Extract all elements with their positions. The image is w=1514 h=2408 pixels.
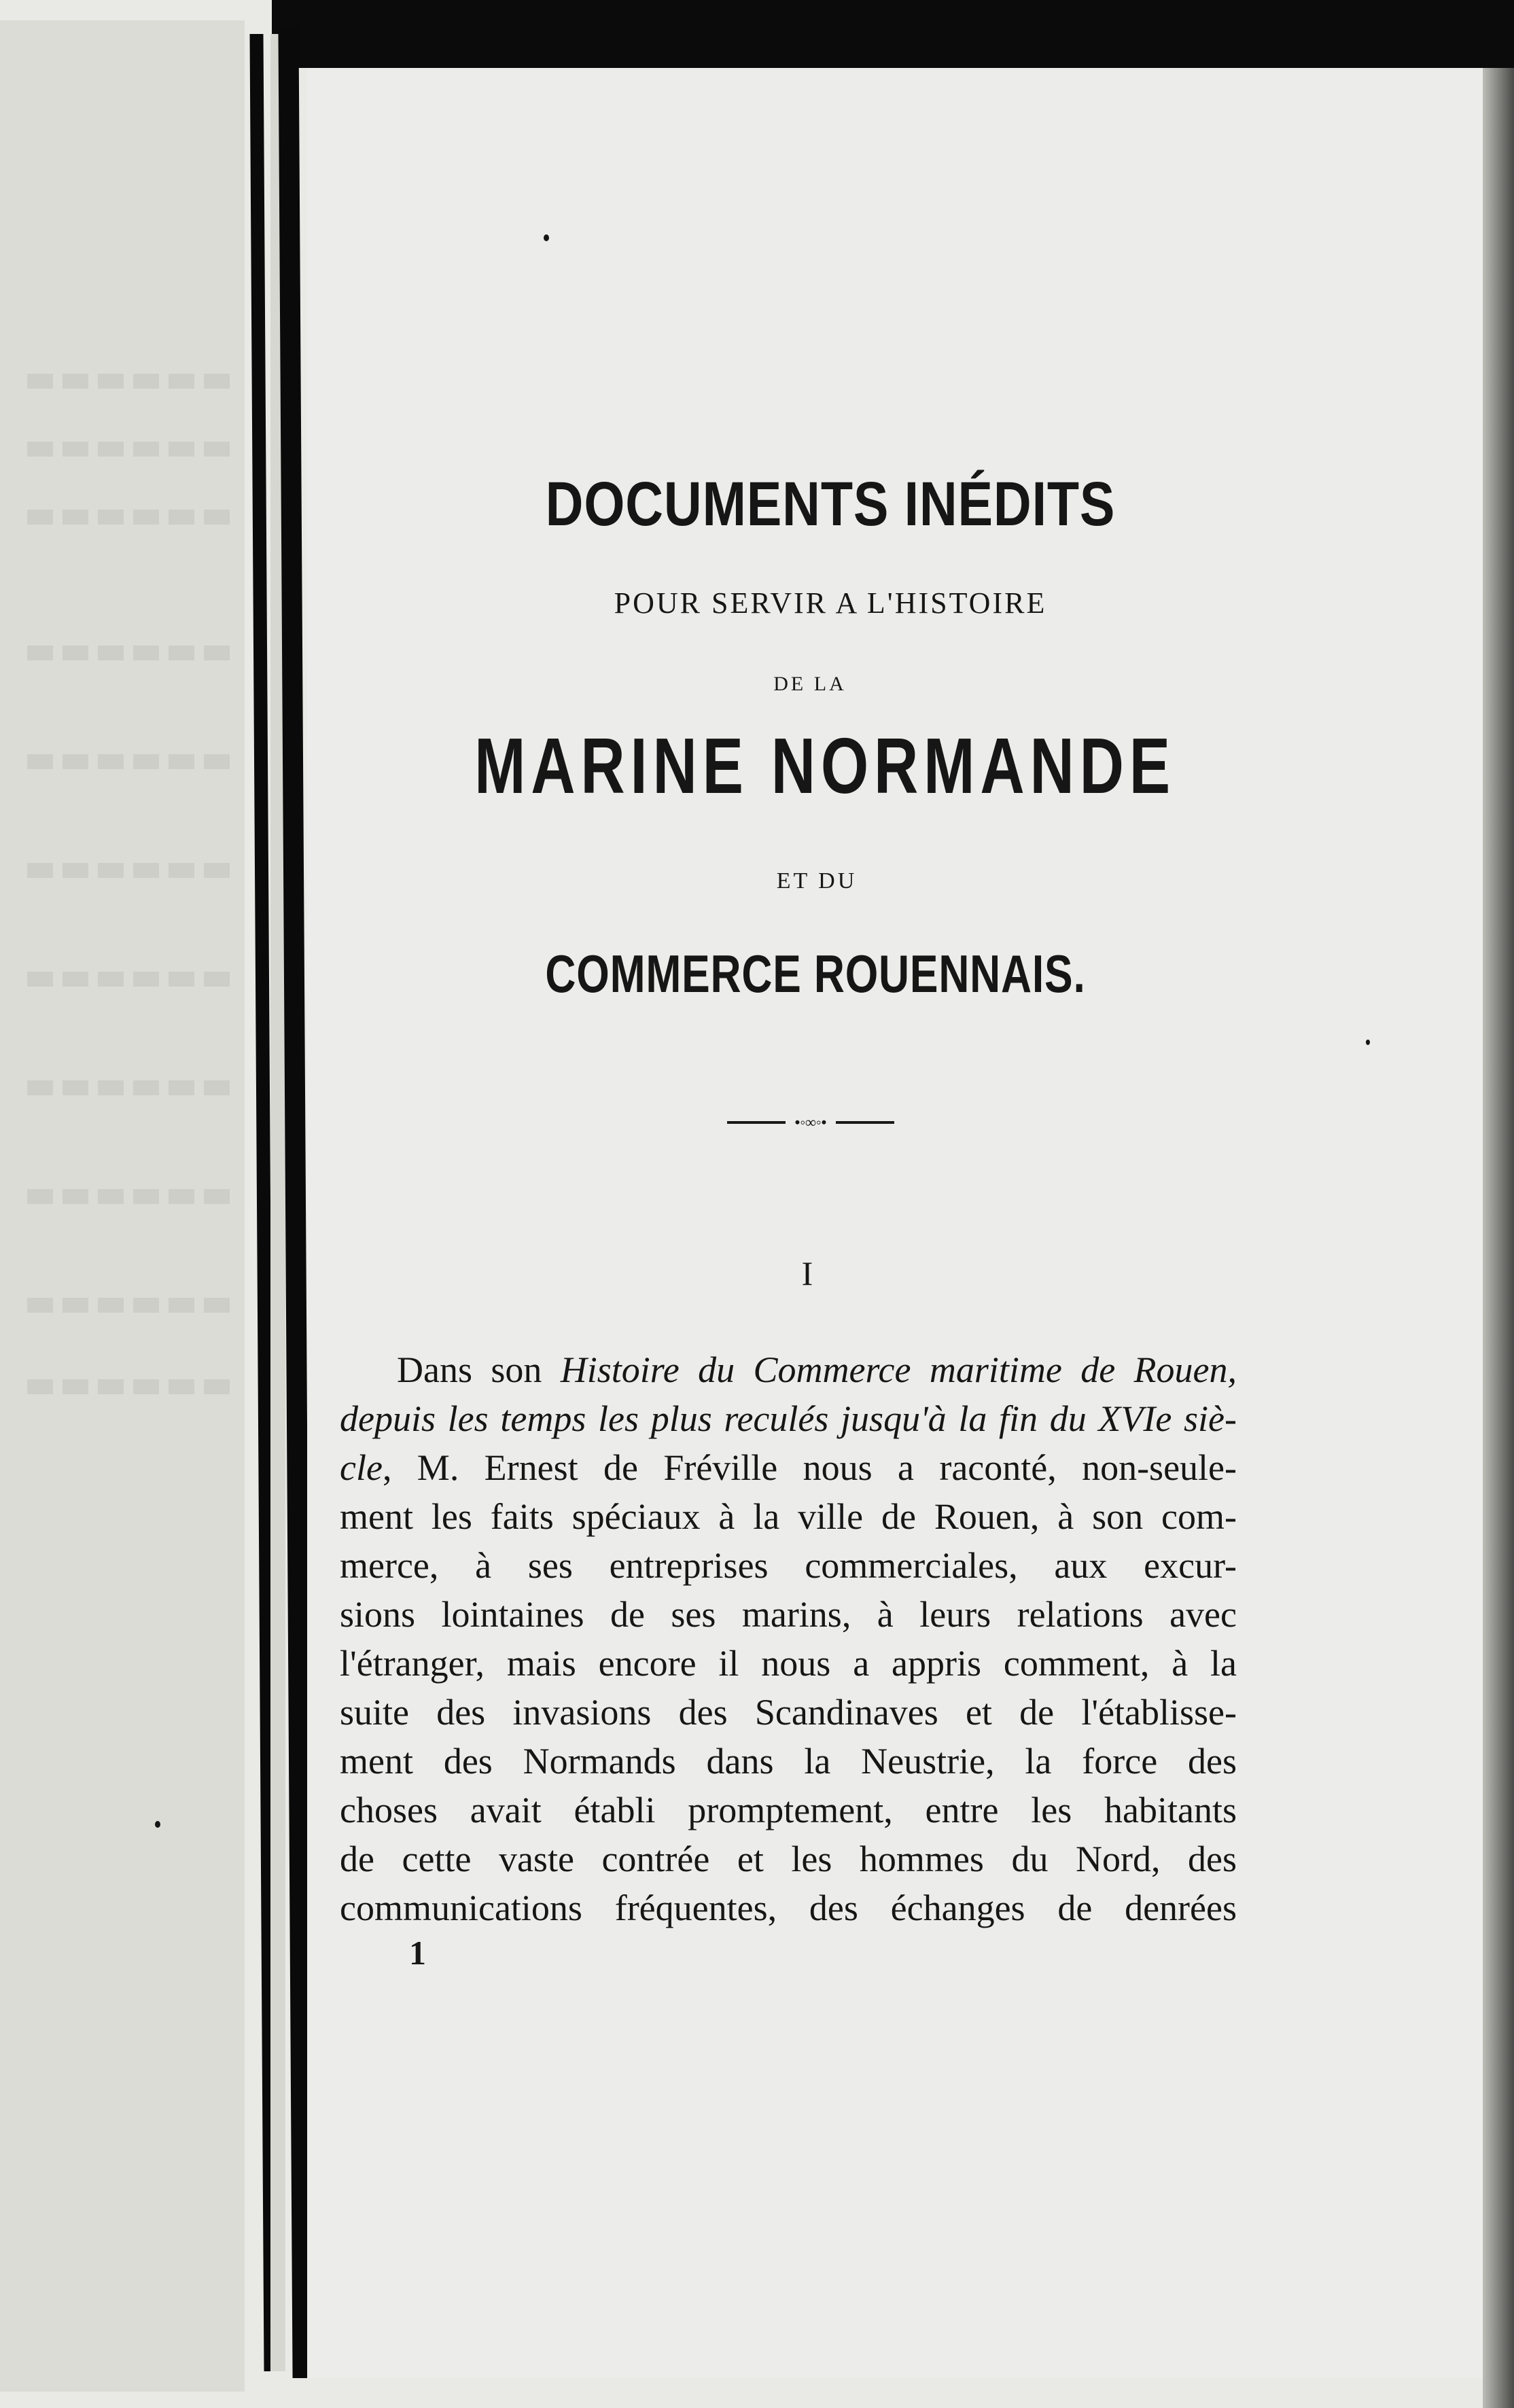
document-subtitle: POUR SERVIR A L'HISTOIRE — [614, 586, 1047, 620]
ink-speck — [544, 234, 549, 241]
title-connector: DE LA — [773, 673, 847, 695]
main-title: MARINE NORMANDE — [474, 722, 1176, 810]
second-title: COMMERCE ROUENNAIS. — [545, 944, 1086, 1004]
ink-speck — [155, 1821, 160, 1828]
scan-border-top — [272, 0, 1514, 68]
ghost-text-line — [27, 374, 231, 389]
chapter-number: I — [801, 1254, 813, 1292]
ghost-text-line — [27, 442, 231, 457]
ghost-text-line — [27, 972, 231, 987]
ghost-text-line — [27, 1080, 231, 1095]
ornament-rule-right — [836, 1121, 894, 1124]
book-page — [307, 68, 1483, 2378]
ghost-text-line — [27, 1298, 231, 1313]
text-line: cle, M. Ernest de Fréville nous a raconté, non-seule- — [340, 1447, 1237, 1488]
title-connector: ET DU — [776, 868, 858, 893]
text-line: communications fréquentes, des échanges de denrées — [340, 1888, 1237, 1928]
ornament-glyph: •◦∞◦• — [794, 1114, 827, 1131]
page-number: 1 — [409, 1934, 426, 1972]
text-line: ment les faits spéciaux à la ville de Rouen, à son com- — [340, 1496, 1237, 1537]
text-line: l'étranger, mais encore il nous a appris comment, à la — [340, 1643, 1237, 1684]
text-line: choses avait établi promptement, entre les habitants — [340, 1790, 1237, 1830]
text-line: de cette vaste contrée et les hommes du Nord, des — [340, 1839, 1237, 1879]
ghost-text-line — [27, 1379, 231, 1394]
body-paragraph — [340, 1345, 1237, 1932]
ornament-rule-left — [727, 1121, 786, 1124]
ghost-text-line — [27, 645, 231, 660]
text-line: suite des invasions des Scandinaves et de l'établisse- — [340, 1692, 1237, 1733]
ornament-divider — [727, 1114, 894, 1131]
page-edge-shadow — [1483, 68, 1514, 2408]
facing-page — [0, 20, 245, 2392]
ghost-text-line — [27, 510, 231, 525]
ghost-text-line — [27, 863, 231, 878]
text-line: depuis les temps les plus reculés jusqu'à la fin du XVIe siè- — [340, 1398, 1237, 1439]
ghost-text-line — [27, 1189, 231, 1204]
ink-speck — [1366, 1040, 1370, 1045]
text-line: merce, à ses entreprises commerciales, aux excur- — [340, 1545, 1237, 1586]
text-line: ment des Normands dans la Neustrie, la force des — [340, 1741, 1237, 1782]
text-line: sions lointaines de ses marins, à leurs relations avec — [340, 1594, 1237, 1635]
ghost-text-line — [27, 754, 231, 769]
text-line: Dans son Histoire du Commerce maritime de Rouen, — [397, 1349, 1237, 1390]
document-title: DOCUMENTS INÉDITS — [545, 470, 1116, 539]
